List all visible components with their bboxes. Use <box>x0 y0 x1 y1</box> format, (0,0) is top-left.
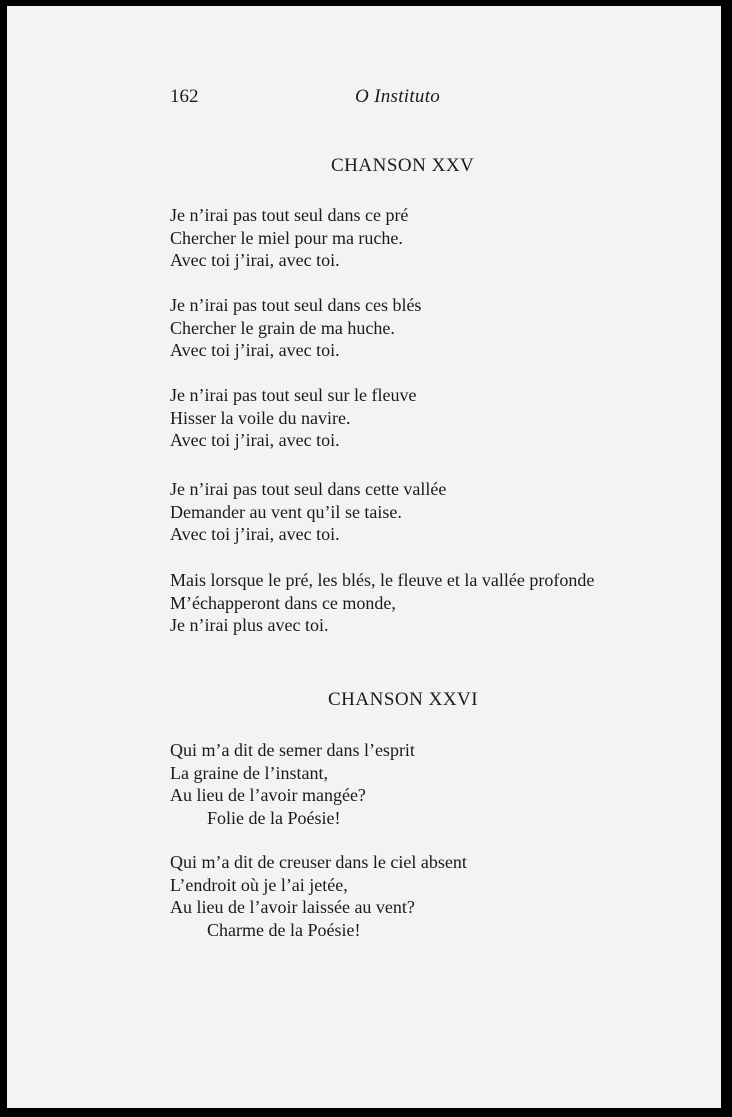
verse-line: Chercher le miel pour ma ruche. <box>170 227 403 248</box>
verse-line: Je n’irai pas tout seul dans ce pré <box>170 205 409 225</box>
verse-line: Hisser la voile du navire. <box>170 407 351 428</box>
verse-line: Demander au vent qu’il se taise. <box>170 501 402 522</box>
page-number: 162 <box>170 86 199 107</box>
verse-line: Je n’irai pas tout seul sur le fleuve <box>170 385 417 405</box>
verse-line: Je n’irai plus avec toi. <box>170 615 329 635</box>
book-page <box>7 6 721 1108</box>
stanza <box>170 851 467 941</box>
stanza <box>170 569 594 637</box>
verse-line: Avec toi j’irai, avec toi. <box>170 524 340 544</box>
verse-line: Je n’irai pas tout seul dans ces blés <box>170 295 422 315</box>
verse-line: Mais lorsque le pré, les blés, le fleuve et la vallée profonde <box>170 570 595 590</box>
verse-line: Avec toi j’irai, avec toi. <box>170 340 340 360</box>
poem-title: CHANSON XXVI <box>328 689 479 710</box>
verse-line: Avec toi j’irai, avec toi. <box>170 250 340 270</box>
stanza <box>170 204 408 272</box>
verse-line: Chercher le grain de ma huche. <box>170 317 395 338</box>
verse-line: La graine de l’instant, <box>170 762 328 783</box>
poem-title: CHANSON XXV <box>331 155 475 176</box>
verse-line: Au lieu de l’avoir mangée? <box>170 785 366 805</box>
verse-line: Au lieu de l’avoir laissée au vent? <box>170 897 415 917</box>
verse-line: Je n’irai pas tout seul dans cette vallée <box>170 479 447 499</box>
stanza <box>170 384 416 452</box>
stanza <box>170 294 421 362</box>
verse-refrain: Folie de la Poésie! <box>207 807 341 828</box>
verse-line: M’échapperont dans ce monde, <box>170 592 396 613</box>
verse-refrain: Charme de la Poésie! <box>207 919 361 940</box>
verse-line: Avec toi j’irai, avec toi. <box>170 430 340 450</box>
stanza <box>170 478 446 546</box>
verse-line: Qui m’a dit de creuser dans le ciel absent <box>170 852 467 872</box>
running-title: O Instituto <box>355 86 441 107</box>
verse-line: L’endroit où je l’ai jetée, <box>170 874 348 895</box>
stanza <box>170 739 415 829</box>
verse-line: Qui m’a dit de semer dans l’esprit <box>170 740 415 760</box>
